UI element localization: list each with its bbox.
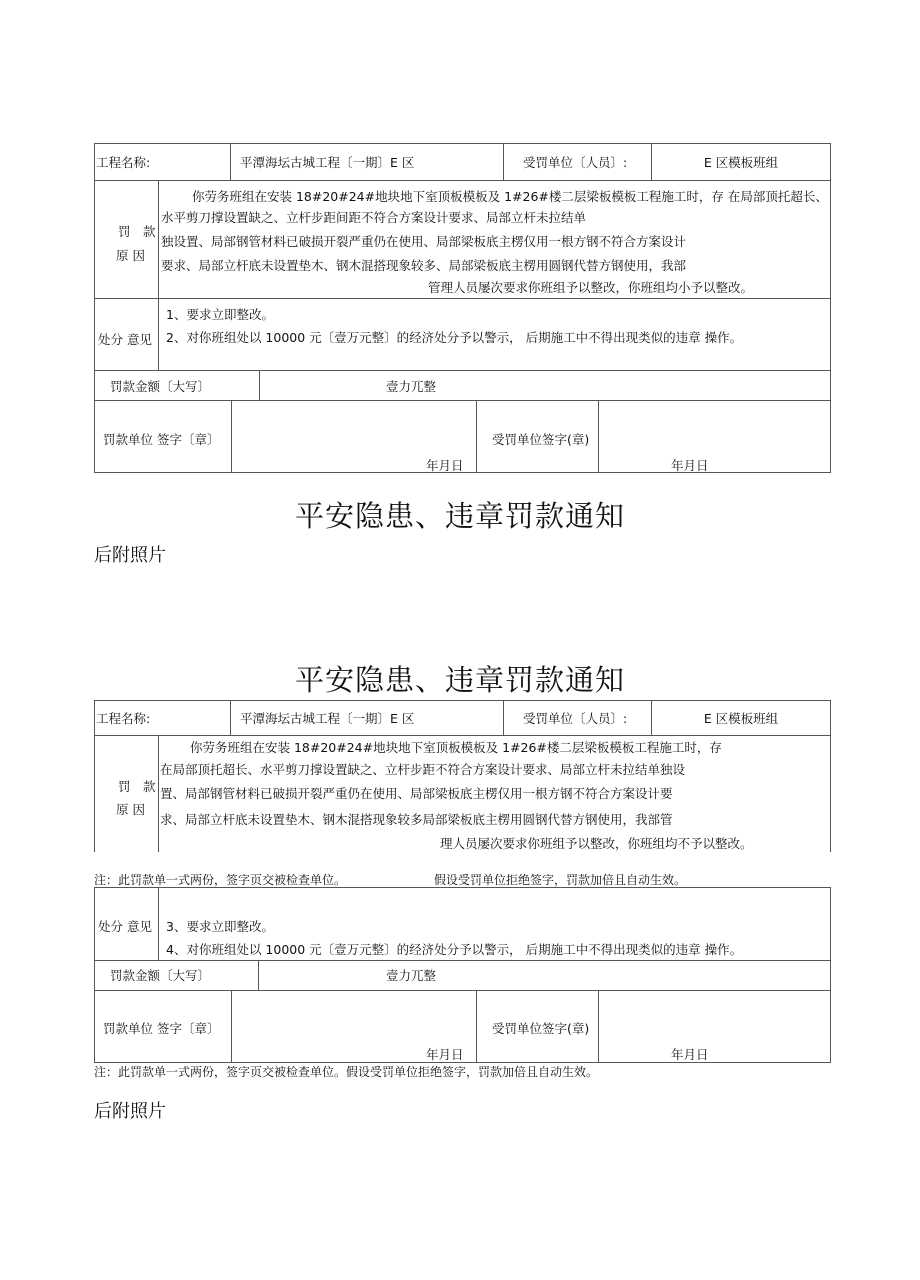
form2-reason-line: 置、局部钢管材料已破损开裂严重仍在使用、局部梁板底主楞仅用一根方钢不符合方案设计要	[160, 786, 673, 801]
attached-photos-label: 后附照片	[94, 1101, 166, 1122]
form1-reason-line: 你劳务班组在安装 18#20#24#地块地下室顶板模板及 1#26#楼二层梁板模板工程施工时，存 在局部顶托超长、	[192, 189, 828, 204]
form2-receiver-sign-label: 受罚单位签字(章)	[492, 1021, 590, 1036]
form1-reason-label-1: 罚 款	[118, 224, 156, 239]
form1-reason-line: 水平剪刀撑设置缺之、立杆步距间距不符合方案设计要求、局部立杆未拉结单	[161, 210, 587, 225]
form1-unit-label: 受罚单位〔人员〕:	[523, 155, 628, 170]
form2-reason-label-2: 原 因	[116, 802, 145, 817]
form1-opinion-label: 处分 意见	[98, 332, 152, 347]
form1-issuer-date: 年月日	[426, 458, 464, 473]
form1-receiver-sign-label: 受罚单位签字(章)	[492, 432, 590, 447]
form2-note-b: 假设受罚单位拒绝签字，罚款加倍且自动生效。	[434, 873, 687, 887]
form2-issuer-sign-label: 罚款单位 签字〔章〕	[103, 1021, 220, 1036]
form2-unit-label: 受罚单位〔人员〕:	[523, 711, 628, 726]
form1-receiver-date: 年月日	[671, 458, 709, 473]
form2-project-label: 工程名称:	[96, 711, 151, 726]
form1-opinion-line: 2、对你班组处以 10000 元〔壹万元整〕的经济处分予以警示， 后期施工中不得出现类似的违章 操作。	[166, 330, 743, 345]
form2-reason-line: 你劳务班组在安装 18#20#24#地块地下室顶板模板及 1#26#楼二层梁板模板工程施工时，存	[190, 740, 722, 755]
form2-reason-label-1: 罚 款	[118, 779, 156, 794]
form2-opinion-label: 处分 意见	[98, 919, 152, 934]
form2-opinion-line: 3、要求立即整改。	[166, 919, 274, 934]
form2-amount-label: 罚款金额〔大写〕	[110, 968, 211, 983]
form1-amount-label: 罚款金额〔大写〕	[110, 379, 211, 394]
form1-amount-value: 壹力兀整	[386, 379, 437, 394]
form2-opinion-line: 4、对你班组处以 10000 元〔壹万元整〕的经济处分予以警示， 后期施工中不得出现类似的违章 操作。	[166, 942, 743, 957]
form2-receiver-date: 年月日	[671, 1047, 709, 1062]
form2-note-a: 注：此罚款单一式两份，签字页交被检查单位。	[94, 873, 347, 887]
form1-reason-line: 管理人员屡次要求你班组予以整改，你班组均小予以整改。	[428, 280, 754, 295]
form2-amount-value: 壹力兀整	[386, 968, 437, 983]
form1-opinion-line: 1、要求立即整改。	[166, 307, 274, 322]
form1-project-label: 工程名称:	[96, 155, 151, 170]
form2-unit-value: E 区模板班组	[703, 711, 779, 726]
form2-reason-line: 求、局部立杆底未设置垫木、钢木混搭现象较多局部梁板底主楞用圆钢代替方钢使用，我部管	[160, 812, 673, 827]
form1-reason-label-2: 原 因	[116, 248, 145, 263]
page-title: 平安隐患、违章罚款通知	[294, 663, 625, 697]
form2-project-value: 平潭海坛古城工程〔一期〕E 区	[240, 711, 415, 726]
form1-unit-value: E 区模板班组	[703, 155, 779, 170]
form2-reason-line: 在局部顶托超长、水平剪刀撑设置缺之、立杆步距不符合方案设计要求、局部立杆未拉结单独设	[160, 762, 686, 777]
form2-issuer-date: 年月日	[426, 1047, 464, 1062]
page-title: 平安隐患、违章罚款通知	[294, 499, 625, 533]
form2-reason-line: 理人员屡次要求你班组予以整改，你班组均不予以整改。	[440, 836, 753, 851]
form2-final-note: 注：此罚款单一式两份，签字页交被检查单位。假设受罚单位拒绝签字，罚款加倍且自动生效。	[94, 1065, 599, 1079]
form1-reason-line: 独设置、局部钢管材料已破损开裂严重仍在使用、局部梁板底主楞仅用一根方钢不符合方案设计	[161, 234, 687, 249]
attached-photos-label: 后附照片	[94, 545, 166, 566]
form1-issuer-sign-label: 罚款单位 签字〔章〕	[103, 432, 220, 447]
form1-project-value: 平潭海坛古城工程〔一期〕E 区	[240, 155, 415, 170]
form1-reason-line: 要求、局部立杆底未设置垫木、钢木混搭现象较多、局部梁板底主楞用圆钢代替方钢使用，我部	[161, 258, 687, 273]
